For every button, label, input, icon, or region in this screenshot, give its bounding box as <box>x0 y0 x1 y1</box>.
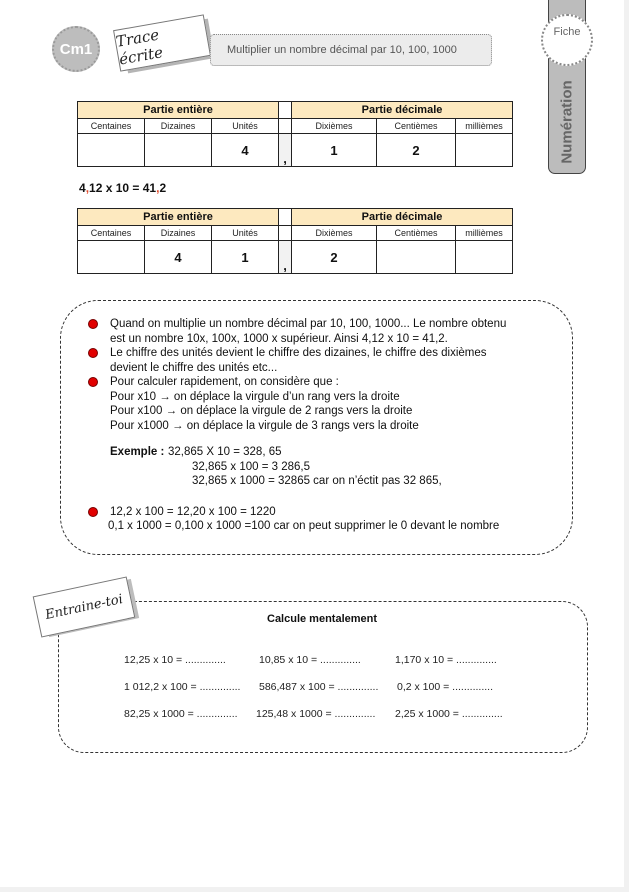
exercise-item[interactable]: 1 012,2 x 100 = .............. <box>124 681 241 693</box>
place-value-table-1 <box>77 101 513 167</box>
rule-line: Pour x10 → on déplace la virgule d’un rang vers la droite <box>110 390 400 403</box>
digit-cell: 4 <box>145 241 212 274</box>
column-header: Unités <box>212 119 279 134</box>
exercise-item[interactable]: 12,25 x 10 = .............. <box>124 654 226 666</box>
equation-comma: , <box>156 181 160 195</box>
integer-part-header: Partie entière <box>78 209 279 226</box>
column-header: millièmes <box>456 119 513 134</box>
red-bullet-icon <box>88 377 98 387</box>
column-header: Centièmes <box>377 119 456 134</box>
example-label: Exemple : <box>110 446 165 458</box>
column-header: Dizaines <box>145 226 212 241</box>
separator-header <box>279 209 292 226</box>
column-header: Centaines <box>78 119 145 134</box>
digit-cell <box>377 241 456 274</box>
column-header: Dixièmes <box>292 226 377 241</box>
exercise-item[interactable]: 10,85 x 10 = .............. <box>259 654 361 666</box>
column-header: Dizaines <box>145 119 212 134</box>
example-equation <box>79 181 166 195</box>
rule-item <box>86 346 556 375</box>
digit-cell <box>456 241 513 274</box>
example-line: 32,865 x 1000 = 32865 car on n’éctit pas 32 865, <box>192 475 442 487</box>
exercise-title: Calcule mentalement <box>267 613 378 625</box>
digit-cell <box>456 134 513 167</box>
digit-cell: 2 <box>377 134 456 167</box>
integer-part-header: Partie entière <box>78 102 279 119</box>
decimal-part-header: Partie décimale <box>292 102 513 119</box>
section-card: Trace écrite <box>113 14 211 71</box>
column-header: Unités <box>212 226 279 241</box>
digit-cell: 2 <box>292 241 377 274</box>
red-bullet-icon <box>88 319 98 329</box>
rule-line: Pour x100 → on déplace la virgule de 2 rangs vers la droite <box>110 405 413 417</box>
red-bullet-icon <box>88 507 98 517</box>
page-edge-bottom <box>0 887 629 892</box>
digit-cell: 1 <box>212 241 279 274</box>
lesson-title <box>210 34 492 66</box>
exercise-item[interactable]: 125,48 x 1000 = .............. <box>256 708 376 720</box>
digit-cell <box>78 241 145 274</box>
column-header: millièmes <box>456 226 513 241</box>
example-line: 32,865 x 100 = 3 286,5 <box>192 460 310 473</box>
rule-line: est un nombre 10x, 100x, 1000 x supérieur. Ainsi 4,12 x 10 = 41,2. <box>110 332 448 345</box>
fiche-label: Fiche <box>541 14 593 66</box>
example-line: 32,865 X 10 = 328, 65 <box>168 446 282 458</box>
column-header: Centièmes <box>377 226 456 241</box>
place-value-table-2 <box>77 208 513 274</box>
digit-cell: 1 <box>292 134 377 167</box>
rule-item <box>86 317 556 346</box>
exercise-item[interactable]: 1,170 x 10 = .............. <box>395 654 497 666</box>
red-bullet-icon <box>88 348 98 358</box>
level-badge: Cm1 <box>52 26 100 72</box>
separator-cell <box>279 119 292 134</box>
separator-cell <box>279 226 292 241</box>
lesson-title-text: Multiplier un nombre décimal par 10, 100, 1000 <box>227 44 457 56</box>
rule-line: Pour x1000 → on déplace la virgule de 3 rangs vers la droite <box>110 419 419 432</box>
rule-item <box>86 505 556 534</box>
equation-part: 4 <box>79 181 86 195</box>
exercise-card: Entraine-toi <box>33 576 136 637</box>
rules-list <box>86 317 556 534</box>
page-edge-right <box>624 0 629 892</box>
exercise-item[interactable]: 0,2 x 100 = .............. <box>397 681 494 693</box>
equation-part: 2 <box>159 181 167 195</box>
equation-part: 12 x 10 = 41 <box>89 181 157 195</box>
exercise-item[interactable]: 82,25 x 1000 = .............. <box>124 708 238 720</box>
digit-cell <box>78 134 145 167</box>
rule-line: 12,2 x 100 = 12,20 x 100 = 1220 <box>110 505 276 518</box>
rule-line: Quand on multiplie un nombre décimal par 10, 100, 1000... Le nombre obtenu <box>110 318 507 330</box>
example-block <box>86 445 556 489</box>
decimal-part-header: Partie décimale <box>292 209 513 226</box>
category-label: Numération <box>558 80 576 164</box>
column-header: Centaines <box>78 226 145 241</box>
rule-line: 0,1 x 1000 = 0,100 x 1000 =100 car on peut supprimer le 0 devant le nombre <box>108 520 500 532</box>
equation-comma: , <box>85 181 90 195</box>
rule-item <box>86 375 556 433</box>
separator-header <box>279 102 292 119</box>
exercise-item[interactable]: 586,487 x 100 = .............. <box>259 681 379 693</box>
rule-line: devient le chiffre des unités etc... <box>110 361 278 374</box>
column-header: Dixièmes <box>292 119 377 134</box>
comma-cell: , <box>279 134 292 167</box>
digit-cell <box>145 134 212 167</box>
comma-cell: , <box>279 241 292 274</box>
digit-cell: 4 <box>212 134 279 167</box>
rule-line: Pour calculer rapidement, on considère que : <box>110 376 339 388</box>
rule-line: Le chiffre des unités devient le chiffre des dizaines, le chiffre des dixièmes <box>110 347 487 359</box>
exercise-item[interactable]: 2,25 x 1000 = .............. <box>395 708 503 720</box>
